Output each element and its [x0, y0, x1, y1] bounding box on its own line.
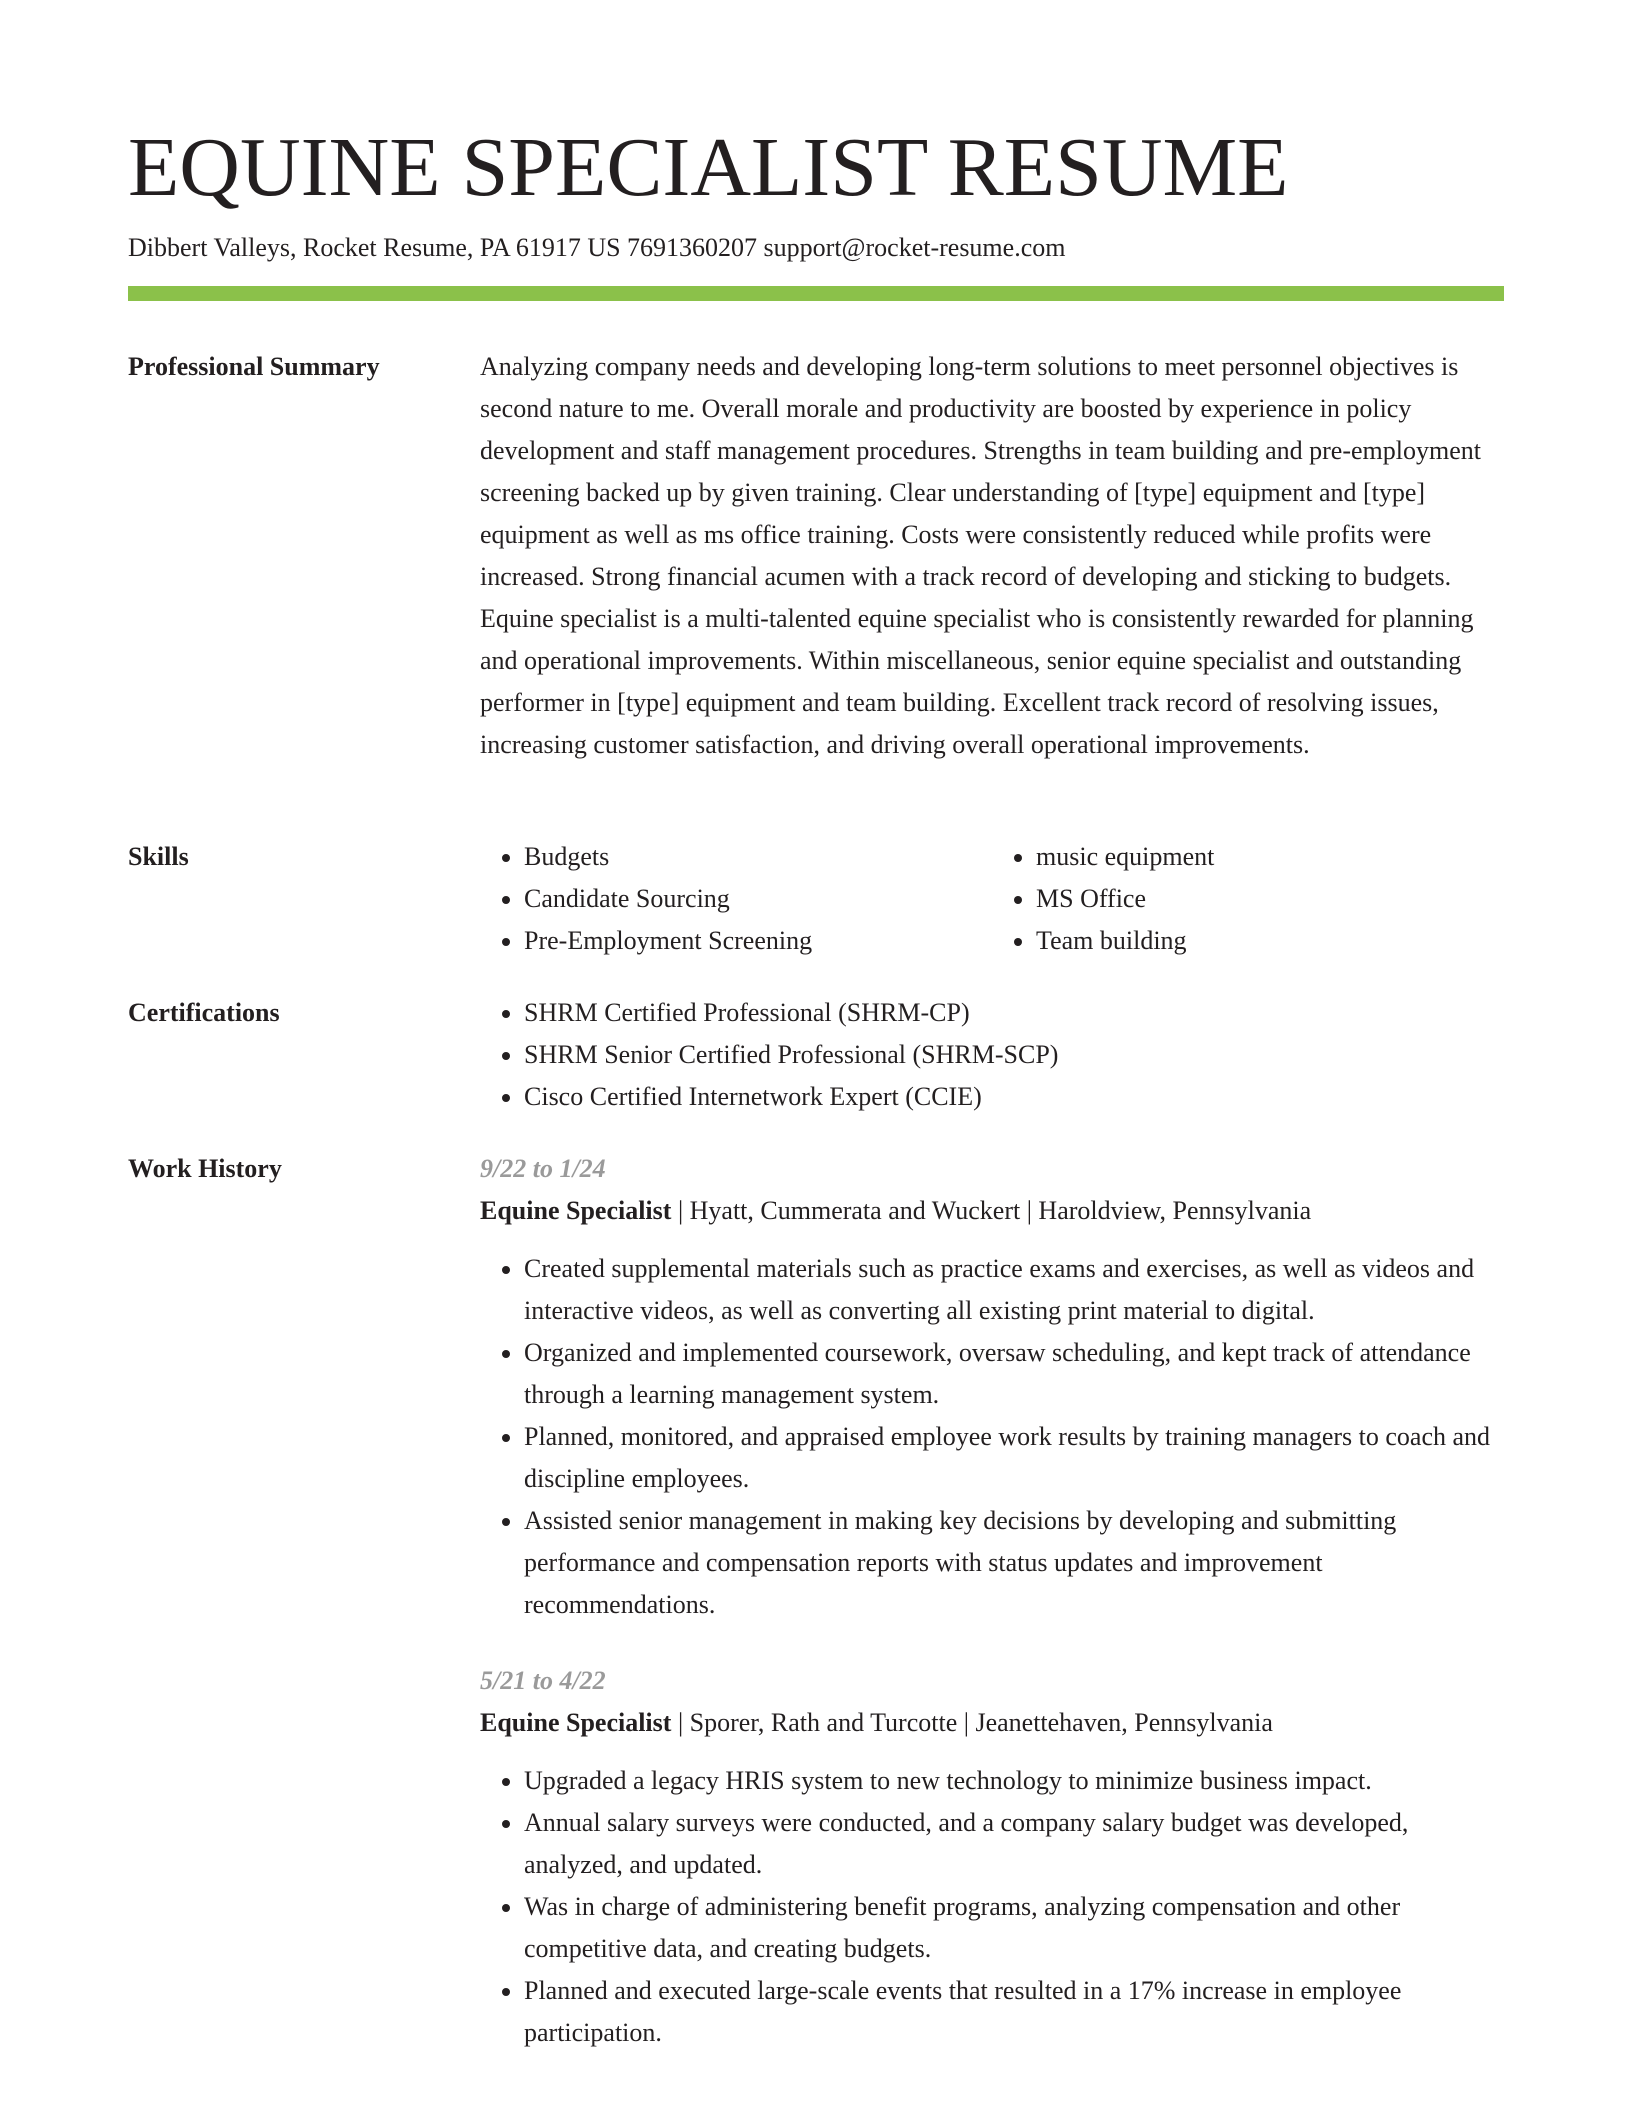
resume-title: EQUINE SPECIALIST RESUME [128, 121, 1289, 214]
certifications-list [480, 992, 1504, 1118]
skill-item: • Budgets [524, 836, 992, 878]
summary-body [480, 346, 1504, 766]
skills-body [480, 836, 1504, 962]
header-divider [128, 286, 1504, 301]
skills-list-right [992, 836, 1504, 962]
job-bullet: • Assisted senior management in making key decisions by developing and submitting performance and compensation reports with status updates and improvement recommendations. [524, 1500, 1504, 1626]
job-title: Equine Specialist [480, 1196, 672, 1225]
skill-item: • Candidate Sourcing [524, 878, 992, 920]
certification-item: • SHRM Certified Professional (SHRM-CP) [524, 992, 1504, 1034]
job-dates: 9/22 to 1/24 [480, 1154, 606, 1183]
job-bullet: • Annual salary surveys were conducted, and a company salary budget was developed, analyzed, and updated. [524, 1802, 1504, 1886]
skill-item: • Pre-Employment Screening [524, 920, 992, 962]
skill-item: • MS Office [1036, 878, 1504, 920]
job-details: | Sporer, Rath and Turcotte | Jeanettehaven, Pennsylvania [671, 1708, 1273, 1737]
job-details: | Hyatt, Cummerata and Wuckert | Haroldview, Pennsylvania [671, 1196, 1312, 1225]
certifications-body [480, 992, 1504, 1118]
certification-item: • SHRM Senior Certified Professional (SHRM-SCP) [524, 1034, 1504, 1076]
certifications-label: Certifications [128, 998, 280, 1027]
summary-label: Professional Summary [128, 352, 380, 381]
job-bullet: • Was in charge of administering benefit programs, analyzing compensation and other competitive data, and creating budgets. [524, 1886, 1504, 1970]
job-bullet-list [480, 1248, 1504, 1626]
job-entry [480, 1148, 1504, 1626]
contact-line: Dibbert Valleys, Rocket Resume, PA 61917 US 7691360207 support@rocket-resume.com [128, 233, 1066, 262]
job-bullet: • Planned and executed large-scale events that resulted in a 17% increase in employee participation. [524, 1970, 1504, 2054]
work-history-body [480, 1148, 1504, 2054]
job-bullet: • Organized and implemented coursework, oversaw scheduling, and kept track of attendance through a learning management system. [524, 1332, 1504, 1416]
job-entry [480, 1660, 1504, 2054]
skill-item: • Team building [1036, 920, 1504, 962]
job-bullet: • Planned, monitored, and appraised employee work results by training managers to coach and discipline employees. [524, 1416, 1504, 1500]
job-dates: 5/21 to 4/22 [480, 1666, 606, 1695]
skills-label: Skills [128, 842, 189, 871]
certification-item: • Cisco Certified Internetwork Expert (CCIE) [524, 1076, 1504, 1118]
skills-list-left [480, 836, 992, 962]
job-bullet: • Created supplemental materials such as practice exams and exercises, as well as videos and interactive videos, as well as converting all existing print material to digital. [524, 1248, 1504, 1332]
job-title: Equine Specialist [480, 1708, 672, 1737]
work-history-label: Work History [128, 1154, 282, 1183]
summary-text: Analyzing company needs and developing long-term solutions to meet personnel objectives is second nature to me. Overall morale and productivity are boosted by experience in policy development and staff management procedures. Strengths in team building and pre-employment screening backed up by given training. Clear understanding of [type] equipment and [type] equipment as well as ms office training. Costs were consistently reduced while profits were increased. Strong financial acumen with a track record of developing and sticking to budgets. Equine specialist is a multi-talented equine specialist who is consistently rewarded for planning and operational improvements. Within miscellaneous, senior equine specialist and outstanding performer in [type] equipment and team building. Excellent track record of resolving issues, increasing customer satisfaction, and driving overall operational improvements. [480, 352, 1481, 759]
skill-item: • music equipment [1036, 836, 1504, 878]
job-heading [480, 1702, 1504, 1744]
job-bullet-list [480, 1760, 1504, 2054]
skills-columns [480, 836, 1504, 962]
job-bullet: • Upgraded a legacy HRIS system to new technology to minimize business impact. [524, 1760, 1504, 1802]
job-heading [480, 1190, 1504, 1232]
